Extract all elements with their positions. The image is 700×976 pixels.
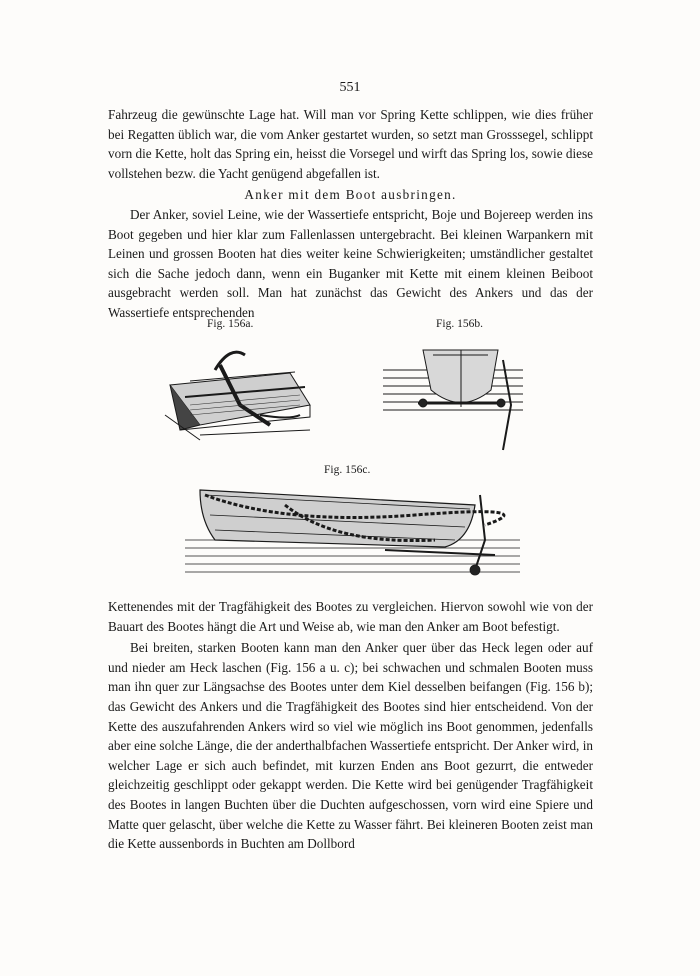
page-number: 551 [339,80,361,95]
paragraph-continue [108,597,593,854]
figure-156a [160,345,320,445]
figure-156b [383,345,523,455]
figure-156c [185,485,520,585]
paragraph-text: Bei breiten, starken Booten kann man den Anker quer über das Heck legen oder auf und nieder am Heck laschen (Fig. 156 a u. c); bei schwachen und schmalen Booten muss man ihn quer zur Längsachse des Bootes unter dem Kiel desselben beifangen (Fig. 156 b); das Gewicht des Ankers und die Tragfähigkeit des Bootes sind hier entscheidend. Von der Kette des auszufahrenden Ankers wird so viel wie möglich ins Boot genommen, jedenfalls aber eine solche Länge, die der anderthalbfachen Wassertiefe entspricht. Der Anker wird, in welcher Lage er sich auch befindet, mit kurzen Enden ans Boot gezurrt, die entweder gleichzeitig geschlippt oder gekappt werden. Die Kette wird bei genügender Tragfähigkeit des Bootes in langen Buchten über die Duchten aufgeschossen, vorn wird eine Spiere und Matte quer gelascht, über welche die Kette zu Wasser fährt. Bei kleineren Booten zeist man die Kette aussenbords in Buchten am Dollbord [108,640,593,852]
figure-c-caption: Fig. 156c. [324,464,371,476]
figure-a-caption: Fig. 156a. [207,318,254,330]
paragraph-top [108,105,593,183]
figure-b-caption: Fig. 156b. [436,318,483,330]
section-heading: Anker mit dem Boot ausbringen. [244,187,457,202]
paragraph-anchor [108,205,593,323]
paragraph-text: Fahrzeug die gewünschte Lage hat. Will man vor Spring Kette schlippen, wie dies früher bei Regatten üblich war, die vom Anker gestartet wurden, so setzt man Grosssegel, schlippt vorn die Kette, holt das Spring ein, heisst die Vorsegel und wirft das Spring los, sowie diese vollstehen bezw. die Yacht genügend abgefallen ist. [108,107,593,181]
paragraph-text: Der Anker, soviel Leine, wie der Wassertiefe entspricht, Boje und Bojereep werden ins Boot gegeben und hier klar zum Fallenlassen untergebracht. Bei kleinen Warpankern mit Leinen und grossen Booten hat dies weiter keine Schwierigkeiten; umständlicher gestaltet sich die Sache jedoch dann, wenn ein Buganker mit Kette mit einem kleinen Beiboot ausgebracht werden soll. Man hat zunächst das Gewicht des Ankers und das der Wassertiefe entsprechenden [108,207,593,320]
paragraph-text: Kettenendes mit der Tragfähigkeit des Bootes zu vergleichen. Hiervon sowohl wie von der Bauart des Bootes hängt die Art und Weise ab, wie man den Anker am Boot befestigt. [108,599,593,634]
